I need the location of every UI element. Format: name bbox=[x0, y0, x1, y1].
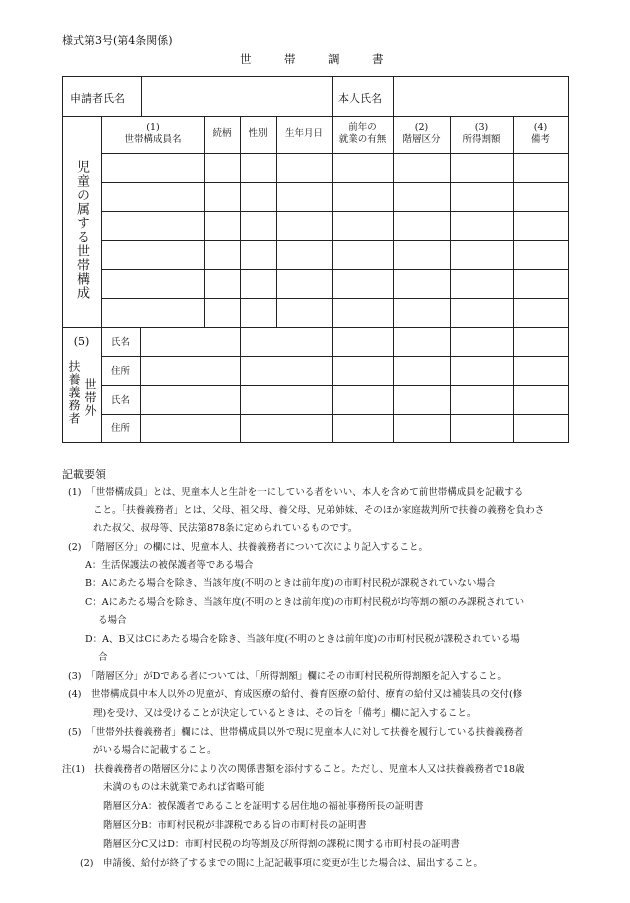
note-line: れた叔父、叔母等、民法第878条に定められているものです。 bbox=[93, 523, 358, 534]
table-border-right bbox=[568, 76, 569, 443]
row-divider bbox=[101, 211, 569, 212]
applicant-name-field[interactable] bbox=[142, 77, 332, 116]
note-line: (5) 「世帯外扶養義務者」欄には、世帯構成員以外で現に児童本人に対して扶養を履行している扶養義務者 bbox=[68, 727, 524, 738]
household-side-label: 児童の属する世帯構成 bbox=[74, 160, 89, 300]
supporter-number: (5) bbox=[73, 335, 90, 348]
col-divider bbox=[450, 116, 451, 443]
row-divider bbox=[101, 385, 569, 386]
col-divider bbox=[204, 116, 205, 327]
principal-name-field[interactable] bbox=[394, 77, 568, 116]
col-divider bbox=[101, 116, 102, 443]
row-divider bbox=[101, 356, 569, 357]
title-char: 帯 bbox=[284, 52, 296, 66]
row-divider bbox=[101, 269, 569, 270]
column-header-birthdate: 生年月日 bbox=[284, 128, 323, 139]
supporter-row-label: 氏名 bbox=[110, 337, 130, 348]
row-divider bbox=[101, 414, 569, 415]
notes-heading: 記載要領 bbox=[62, 468, 106, 481]
note-line: D：A、B又はCにあたる場合を除き、当該年度(不明のときは前年度)の市町村民税が課税されている場 bbox=[85, 634, 520, 645]
note-line: 注(1) 扶養義務者の階層区分により次の関係書類を添付すること。ただし、児童本人又は扶養義務者で18歳 bbox=[62, 764, 525, 775]
column-header-members: 世帯構成員名 bbox=[124, 134, 182, 145]
col-divider bbox=[240, 116, 241, 443]
note-line: 階層区分C又はD：市町村民税の均等割及び所得割の課税に関する市町村長の証明書 bbox=[103, 839, 460, 850]
supporter-side-label: 世帯外 bbox=[83, 378, 97, 417]
note-line: こと。「扶養義務者」とは、父母、祖父母、養父母、兄弟姉妹、そのほか家庭裁判所で扶養の義務を負わさ bbox=[93, 505, 545, 516]
col-divider bbox=[276, 116, 277, 327]
note-line: 合 bbox=[98, 652, 108, 663]
column-header-remarks: 備考 bbox=[530, 134, 550, 145]
note-line: (1) 「世帯構成員」とは、児童本人と生計を一にしている者をいい、本人を含めて前世帯構成員を記載する bbox=[68, 487, 524, 498]
note-line: 未満のものは未就業であれば省略可能 bbox=[103, 782, 265, 793]
col-divider bbox=[393, 116, 394, 443]
column-header-number: (3) bbox=[474, 122, 489, 133]
note-line: (2) 「階層区分」の欄には、児童本人、扶養義務者について次により記入すること。 bbox=[68, 542, 429, 553]
column-header-employment: 就業の有無 bbox=[338, 134, 387, 145]
note-line: C：Aにあたる場合を除き、当該年度(不明のときは前年度)の市町村民税が均等割の額のみ課税されてい bbox=[85, 597, 525, 608]
column-header-number: (2) bbox=[414, 122, 429, 133]
row-divider bbox=[101, 240, 569, 241]
supporter-row-label: 住所 bbox=[110, 366, 130, 377]
row-divider bbox=[101, 153, 569, 154]
note-line: がいる場合に記載すること。 bbox=[93, 745, 217, 756]
applicant-name-label: 申請者氏名 bbox=[70, 92, 125, 105]
supporter-row-label: 住所 bbox=[110, 423, 130, 434]
note-line: 階層区分A：被保護者であることを証明する居住地の福祉事務所長の証明書 bbox=[103, 801, 424, 812]
table-border-bottom bbox=[62, 442, 569, 443]
column-header-number: (4) bbox=[533, 122, 548, 133]
row-divider bbox=[101, 182, 569, 183]
note-line: A：生活保護法の被保護者等である場合 bbox=[85, 560, 254, 571]
row-divider bbox=[62, 116, 569, 117]
column-header-class: 階層区分 bbox=[402, 134, 441, 145]
note-line: (3) 「階層区分」がDである者については、「所得割額」欄にその市町村民税所得割額を記入すること。 bbox=[68, 671, 507, 682]
note-line: る場合 bbox=[98, 615, 127, 626]
column-header-income-tax: 所得割額 bbox=[462, 134, 501, 145]
row-divider bbox=[101, 298, 569, 299]
principal-name-label: 本人氏名 bbox=[338, 92, 382, 105]
col-divider bbox=[513, 116, 514, 443]
column-header-number: (1) bbox=[146, 122, 160, 133]
row-divider bbox=[62, 327, 569, 328]
supporter-row-label: 氏名 bbox=[110, 395, 130, 406]
column-header-relation: 続柄 bbox=[212, 128, 232, 139]
title-char: 書 bbox=[372, 52, 384, 66]
column-header-employment: 前年の bbox=[348, 122, 377, 133]
col-divider bbox=[332, 76, 333, 116]
supporter-side-label: 扶養義務者 bbox=[67, 360, 81, 425]
note-line: 階層区分B：市町村民税が非課税である旨の市町村長の証明書 bbox=[103, 820, 367, 831]
column-header-sex: 性別 bbox=[248, 128, 268, 139]
title-char: 調 bbox=[328, 52, 340, 66]
note-line: (4) 世帯構成員中本人以外の児童が、育成医療の給付、養育医療の給付、療育の給付又は補装具の交付(修 bbox=[68, 689, 523, 700]
note-line: (2) 申請後、給付が終了するまでの間に上記記載事項に変更が生じた場合は、届出すること。 bbox=[80, 858, 483, 869]
form-number: 様式第3号(第4条関係) bbox=[62, 34, 173, 47]
note-line: 理)を受け、又は受けることが決定しているときは、その旨を「備考」欄に記入すること。 bbox=[93, 708, 477, 719]
table-border-left bbox=[62, 76, 63, 443]
note-line: B：Aにあたる場合を除き、当該年度(不明のときは前年度)の市町村民税が課税されていない場合 bbox=[85, 578, 496, 589]
col-divider bbox=[332, 116, 333, 443]
title-char: 世 bbox=[240, 52, 252, 66]
